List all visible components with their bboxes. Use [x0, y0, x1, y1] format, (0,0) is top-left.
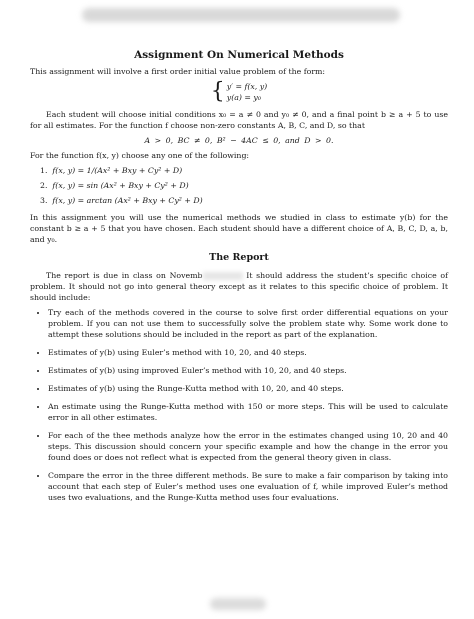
redacted-header — [82, 8, 400, 22]
requirement-item: • Compare the error in the three different methods. Be sure to make a fair comparison by taking into account that each step of Euler’s method uses one evaluation of f, while improved Euler’s method uses two evaluations, and the Runge-Kutta method uses four evaluations. — [48, 470, 448, 503]
choose-conditions-text: Each student will choose initial conditions x₀ = a ≠ 0 and y₀ ≠ 0, and a final point b ≥ a + 5 to use for all estimates. For the function f choose non-zero constants A, B, C, and D, so that — [30, 110, 448, 130]
document-content — [30, 48, 448, 510]
report-heading: The Report — [209, 252, 269, 263]
intro-text: This assignment will involve a first order initial value problem of the form: — [30, 67, 326, 76]
requirement-item: • Estimates of y(b) using improved Euler’s method with 10, 20, and 40 steps. — [48, 365, 448, 376]
function-option: 3. f(x, y) = arctan (Ax² + Bxy + Cy² + D) — [40, 196, 203, 205]
ivp-system — [30, 81, 448, 103]
ivp-equation-1: y′ = f(x, y) — [226, 82, 268, 91]
requirement-item: • An estimate using the Runge-Kutta method with 150 or more steps. This will be used to calculate error in all other estimates. — [48, 401, 448, 423]
requirement-item: • Estimates of y(b) using Euler’s method with 10, 20, and 40 steps. — [48, 347, 448, 358]
assignment-text: In this assignment you will use the numerical methods we studied in class to estimate y(b) for the constant b ≥ a + 5 that you have chosen. Each student should have a different choice of A, B, C, D, a, b, and y₀. — [30, 213, 448, 244]
brace-symbol: { — [210, 79, 225, 104]
constant-conditions: A > 0, BC ≠ 0, B² − 4AC ≤ 0, and D > 0. — [144, 136, 334, 145]
requirement-item: • Try each of the methods covered in the course to solve first order differential equations on your problem. If you can not use them to successfully solve the problem state why. Some work done to attempt these solutions should be included in the report as part of the explanation. — [48, 307, 448, 340]
function-option: 1. f(x, y) = 1/(Ax² + Bxy + Cy² + D) — [40, 166, 183, 175]
redacted-date — [203, 272, 243, 280]
redacted-footer — [210, 598, 266, 610]
ivp-equation-2: y(a) = y₀ — [226, 93, 261, 102]
requirement-item: • For each of the thee methods analyze how the error in the estimates changed using 10, 20 and 40 steps. This discussion should concern your specific example and how the change in the error you found does or does not reflect what is expected from the general theory given in class. — [48, 430, 448, 463]
report-due-text: The report is due in class on Novemb It should address the student’s specific choice of problem. It should not go into general theory except as it relates to this specific choice of problem. It should include: — [30, 271, 449, 302]
report-requirements-list — [30, 307, 448, 503]
function-list — [30, 165, 448, 206]
function-intro: For the function f(x, y) choose any one of the following: — [30, 151, 250, 160]
requirement-item: • Estimates of y(b) using the Runge-Kutta method with 10, 20, and 40 steps. — [48, 383, 448, 394]
function-option: 2. f(x, y) = sin (Ax² + Bxy + Cy² + D) — [40, 181, 189, 190]
page-title: Assignment On Numerical Methods — [134, 49, 344, 61]
